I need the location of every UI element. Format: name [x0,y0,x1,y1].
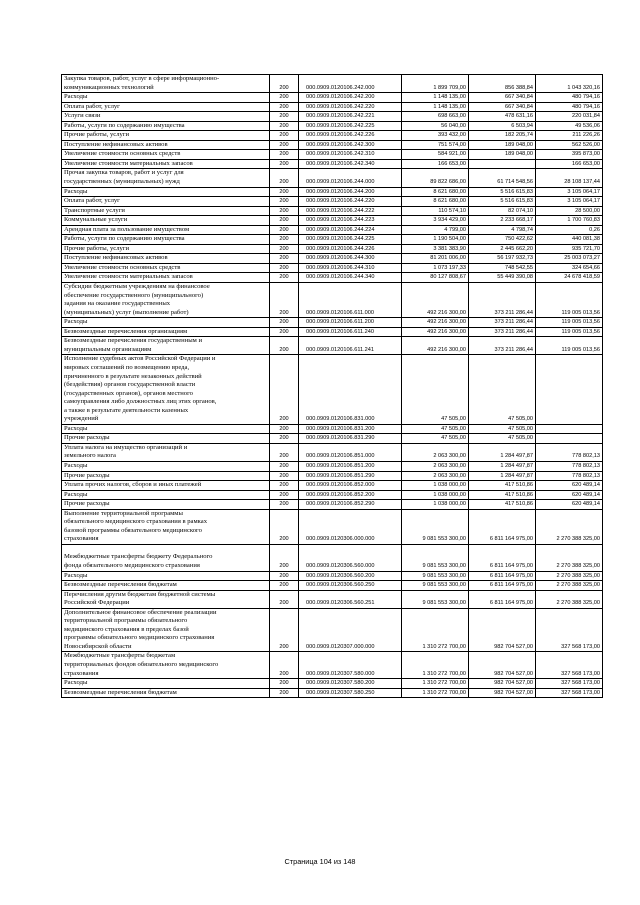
cell-budget-code: 000.0909.0120106.242.340 [299,159,402,169]
cell-executed: 5 516 615,83 [469,187,536,197]
cell-budget-code: 000.0909.0120106.244.222 [299,206,402,216]
cell-name: Закупка товаров, работ, услуг в сфере информационно- коммуникационных технологий [62,75,270,93]
cell-unexecuted: 220 031,84 [536,112,603,122]
cell-budget-code: 000.0909.0120106.244.200 [299,187,402,197]
cell-unexecuted: 2 270 388 325,00 [536,581,603,591]
cell-unexecuted: 2 270 388 325,00 [536,509,603,544]
cell-name: Выполнение территориальной программы обязательного медицинского страхования в рамках базовой программы обязательного медицинского страхования [62,509,270,544]
cell-name: Прочие работы, услуги [62,244,270,254]
cell-line-code: 200 [270,273,299,283]
cell-name: Расходы [62,424,270,434]
cell-unexecuted: 778 802,13 [536,471,603,481]
cell-budget-code: 000.0909.0120106.244.310 [299,263,402,273]
cell-name: Безвозмездные перечисления организациям [62,327,270,337]
cell-approved: 1 073 197,33 [402,263,469,273]
cell-approved: 1 899 709,00 [402,75,469,93]
table-row [62,206,603,216]
cell-budget-code: 000.0909.0120307.580.000 [299,652,402,679]
cell-approved: 1 038 000,00 [402,500,469,510]
cell-budget-code: 000.0909.0120106.242.000 [299,75,402,93]
table-row [62,443,603,461]
cell-name: Поступление нефинансовых активов [62,254,270,264]
cell-approved: 1 310 272 700,00 [402,652,469,679]
cell-approved: 47 505,00 [402,355,469,424]
cell-approved: 110 574,10 [402,206,469,216]
cell-approved: 1 148 135,00 [402,93,469,103]
cell-approved: 393 432,00 [402,131,469,141]
cell-executed: 478 631,16 [469,112,536,122]
cell-unexecuted: 166 653,00 [536,159,603,169]
cell-name: Прочие расходы [62,434,270,444]
cell-approved: 8 621 680,00 [402,187,469,197]
table-row [62,283,603,318]
cell-budget-code: 000.0909.0120106.831.200 [299,424,402,434]
cell-approved: 166 653,00 [402,159,469,169]
cell-unexecuted: 2 270 388 325,00 [536,571,603,581]
cell-name: Расходы [62,571,270,581]
cell-approved: 3 381 383,90 [402,244,469,254]
cell-name: Расходы [62,187,270,197]
cell-executed: 1 284 497,87 [469,471,536,481]
cell-approved: 492 216 300,00 [402,283,469,318]
cell-line-code: 200 [270,355,299,424]
cell-name: Прочая закупка товаров, работ и услуг для государственных (муниципальных) нужд [62,169,270,187]
table-row [62,244,603,254]
cell-unexecuted [536,434,603,444]
cell-name: Коммунальные услуги [62,216,270,226]
cell-budget-code: 000.0909.0120106.851.290 [299,471,402,481]
table-row [62,159,603,169]
cell-name: Прочие расходы [62,471,270,481]
cell-unexecuted: 480 794,16 [536,102,603,112]
cell-executed: 82 074,10 [469,206,536,216]
cell-unexecuted: 562 526,00 [536,140,603,150]
cell-approved: 1 190 504,00 [402,235,469,245]
cell-name: Оплата работ, услуг [62,197,270,207]
table-row [62,434,603,444]
table-row [62,652,603,679]
cell-approved: 9 081 553 300,00 [402,581,469,591]
cell-budget-code: 000.0909.0120106.242.226 [299,131,402,141]
cell-unexecuted: 3 105 064,17 [536,187,603,197]
cell-name: Исполнение судебных актов Российской Федерации и мировых соглашений по возмещению вреда, причиненного в результате незаконных действий (бездействия) органов государственной власти (государственных органов), органов местного самоуправления либо должностных лиц этих органов, а также в результате деятельности казенных учреждений [62,355,270,424]
cell-approved: 9 081 553 300,00 [402,509,469,544]
cell-name: Услуги связи [62,112,270,122]
cell-unexecuted: 620 489,14 [536,500,603,510]
cell-budget-code: 000.0909.0120306.560.000 [299,544,402,571]
cell-executed: 982 704 527,00 [469,679,536,689]
cell-name: Поступление нефинансовых активов [62,140,270,150]
cell-approved: 584 921,00 [402,150,469,160]
cell-unexecuted: 211 226,26 [536,131,603,141]
table-row [62,590,603,608]
cell-executed: 417 510,86 [469,500,536,510]
table-row [62,75,603,93]
cell-unexecuted: 0,26 [536,225,603,235]
cell-line-code: 200 [270,75,299,93]
cell-line-code: 200 [270,471,299,481]
table-row [62,490,603,500]
cell-executed: 182 205,74 [469,131,536,141]
cell-executed: 47 505,00 [469,434,536,444]
table-row [62,318,603,328]
cell-line-code: 200 [270,169,299,187]
cell-line-code: 200 [270,608,299,652]
cell-unexecuted: 327 568 173,00 [536,608,603,652]
table-row [62,131,603,141]
cell-line-code: 200 [270,206,299,216]
cell-approved: 9 081 553 300,00 [402,544,469,571]
cell-line-code: 200 [270,283,299,318]
cell-approved: 81 201 006,00 [402,254,469,264]
cell-approved: 1 310 272 700,00 [402,688,469,698]
cell-name: Межбюджетные трансферты бюджетам территориальных фондов обязательного медицинского страхования [62,652,270,679]
cell-line-code: 200 [270,159,299,169]
cell-line-code: 200 [270,443,299,461]
cell-name: Уплата налога на имущество организаций и земельного налога [62,443,270,461]
cell-budget-code: 000.0909.0120106.242.220 [299,102,402,112]
cell-budget-code: 000.0909.0120106.242.225 [299,121,402,131]
table-row [62,169,603,187]
table-row [62,187,603,197]
table-row [62,679,603,689]
cell-line-code: 200 [270,216,299,226]
cell-executed: 56 197 932,73 [469,254,536,264]
cell-line-code: 200 [270,140,299,150]
cell-name: Безвозмездные перечисления бюджетам [62,688,270,698]
cell-name: Дополнительное финансовое обеспечение реализации территориальной программы обязательного медицинского страхования в пределах базой программы обязательного медицинского страхования Новосибирской области [62,608,270,652]
table-row [62,571,603,581]
table-row [62,544,603,571]
cell-budget-code: 000.0909.0120306.000.000 [299,509,402,544]
cell-executed: 2 233 668,17 [469,216,536,226]
cell-line-code: 200 [270,424,299,434]
cell-executed: 373 211 286,44 [469,318,536,328]
table-row [62,481,603,491]
cell-executed: 417 510,86 [469,481,536,491]
cell-line-code: 200 [270,652,299,679]
table-row [62,424,603,434]
cell-budget-code: 000.0909.0120106.244.223 [299,216,402,226]
cell-line-code: 200 [270,590,299,608]
cell-line-code: 200 [270,481,299,491]
table-row [62,581,603,591]
cell-approved: 8 621 680,00 [402,197,469,207]
cell-executed: 6 811 164 975,00 [469,581,536,591]
cell-approved: 89 822 686,00 [402,169,469,187]
table-row [62,150,603,160]
cell-unexecuted: 2 270 388 325,00 [536,590,603,608]
cell-unexecuted: 119 005 013,56 [536,318,603,328]
cell-unexecuted: 49 536,06 [536,121,603,131]
cell-budget-code: 000.0909.0120106.852.290 [299,500,402,510]
cell-line-code: 200 [270,102,299,112]
cell-name: Расходы [62,490,270,500]
cell-name: Расходы [62,461,270,471]
cell-executed: 373 211 286,44 [469,337,536,355]
cell-budget-code: 000.0909.0120106.611.200 [299,318,402,328]
cell-line-code: 200 [270,688,299,698]
cell-executed: 417 510,86 [469,490,536,500]
cell-name: Уплата прочих налогов, сборов и иных платежей [62,481,270,491]
cell-unexecuted: 2 270 388 325,00 [536,544,603,571]
cell-approved: 1 038 000,00 [402,490,469,500]
cell-unexecuted: 25 003 073,27 [536,254,603,264]
cell-approved: 2 063 300,00 [402,443,469,461]
cell-name: Работы, услуги по содержанию имущества [62,121,270,131]
cell-budget-code: 000.0909.0120106.244.224 [299,225,402,235]
cell-approved: 9 081 553 300,00 [402,571,469,581]
cell-line-code: 200 [270,235,299,245]
cell-budget-code: 000.0909.0120106.852.000 [299,481,402,491]
cell-budget-code: 000.0909.0120106.242.221 [299,112,402,122]
cell-name: Арендная плата за пользование имуществом [62,225,270,235]
cell-budget-code: 000.0909.0120106.852.200 [299,490,402,500]
cell-executed: 2 445 662,20 [469,244,536,254]
cell-unexecuted [536,355,603,424]
cell-executed: 373 211 286,44 [469,283,536,318]
cell-unexecuted: 327 568 173,00 [536,679,603,689]
cell-unexecuted: 327 568 173,00 [536,652,603,679]
table-row [62,121,603,131]
cell-line-code: 200 [270,197,299,207]
cell-executed: 47 505,00 [469,424,536,434]
cell-executed: 5 516 615,83 [469,197,536,207]
cell-budget-code: 000.0909.0120106.244.340 [299,273,402,283]
cell-executed: 4 798,74 [469,225,536,235]
cell-budget-code: 000.0909.0120106.242.200 [299,93,402,103]
cell-unexecuted: 1 043 320,16 [536,75,603,93]
cell-executed: 982 704 527,00 [469,652,536,679]
cell-unexecuted: 480 794,16 [536,93,603,103]
cell-unexecuted: 778 802,13 [536,461,603,471]
cell-approved: 2 063 300,00 [402,461,469,471]
cell-unexecuted: 935 721,70 [536,244,603,254]
cell-unexecuted: 620 489,14 [536,481,603,491]
table-row [62,235,603,245]
table-row [62,327,603,337]
cell-unexecuted: 24 678 418,59 [536,273,603,283]
cell-approved: 4 799,00 [402,225,469,235]
cell-budget-code: 000.0909.0120307.580.250 [299,688,402,698]
cell-line-code: 200 [270,254,299,264]
cell-executed: 750 422,62 [469,235,536,245]
cell-line-code: 200 [270,187,299,197]
cell-line-code: 200 [270,244,299,254]
cell-name: Расходы [62,679,270,689]
cell-approved: 698 663,00 [402,112,469,122]
cell-line-code: 200 [270,509,299,544]
cell-unexecuted: 1 700 760,83 [536,216,603,226]
cell-budget-code: 000.0909.0120106.242.310 [299,150,402,160]
cell-executed: 6 811 164 975,00 [469,509,536,544]
cell-unexecuted: 327 568 173,00 [536,688,603,698]
budget-execution-table [61,74,603,698]
cell-approved: 492 216 300,00 [402,327,469,337]
cell-line-code: 200 [270,679,299,689]
cell-executed: 667 340,84 [469,93,536,103]
cell-unexecuted: 28 108 137,44 [536,169,603,187]
cell-unexecuted: 395 873,00 [536,150,603,160]
cell-line-code: 200 [270,150,299,160]
table-row [62,112,603,122]
cell-executed: 373 211 286,44 [469,327,536,337]
cell-budget-code: 000.0909.0120106.851.200 [299,461,402,471]
cell-unexecuted: 119 005 013,56 [536,327,603,337]
cell-budget-code: 000.0909.0120106.611.000 [299,283,402,318]
cell-executed: 856 388,84 [469,75,536,93]
cell-budget-code: 000.0909.0120306.560.250 [299,581,402,591]
cell-line-code: 200 [270,461,299,471]
cell-name: Безвозмездные перечисления государственным и муниципальным организациям [62,337,270,355]
cell-approved: 1 038 000,00 [402,481,469,491]
cell-line-code: 200 [270,93,299,103]
table-row [62,93,603,103]
cell-approved: 1 310 272 700,00 [402,608,469,652]
cell-unexecuted: 3 105 064,17 [536,197,603,207]
cell-executed: 667 340,84 [469,102,536,112]
cell-line-code: 200 [270,327,299,337]
cell-executed: 61 714 548,56 [469,169,536,187]
table-row [62,216,603,226]
cell-unexecuted: 28 500,00 [536,206,603,216]
cell-executed: 982 704 527,00 [469,688,536,698]
cell-executed: 6 811 164 975,00 [469,571,536,581]
cell-approved: 2 063 300,00 [402,471,469,481]
cell-unexecuted: 778 802,13 [536,443,603,461]
cell-line-code: 200 [270,121,299,131]
table-row [62,197,603,207]
cell-budget-code: 000.0909.0120306.560.251 [299,590,402,608]
cell-line-code: 200 [270,318,299,328]
cell-approved: 1 310 272 700,00 [402,679,469,689]
table-row [62,608,603,652]
cell-executed: 189 048,00 [469,140,536,150]
table-row [62,225,603,235]
table-row [62,254,603,264]
cell-name: Увеличение стоимости основных средств [62,150,270,160]
cell-executed: 6 503,94 [469,121,536,131]
cell-line-code: 200 [270,337,299,355]
cell-name: Субсидии бюджетным учреждениям на финансовое обеспечение государственного (муниципального) задания на оказание государственных (муниципальных) услуг (выполнение работ) [62,283,270,318]
table-row [62,273,603,283]
cell-line-code: 200 [270,434,299,444]
cell-name: Увеличение стоимости материальных запасов [62,159,270,169]
cell-executed: 748 542,55 [469,263,536,273]
cell-approved: 492 216 300,00 [402,318,469,328]
cell-unexecuted: 440 081,38 [536,235,603,245]
cell-name: Оплата работ, услуг [62,102,270,112]
cell-executed: 1 284 497,87 [469,443,536,461]
cell-budget-code: 000.0909.0120306.560.200 [299,571,402,581]
table-row [62,509,603,544]
cell-line-code: 200 [270,581,299,591]
cell-name: Расходы [62,318,270,328]
cell-budget-code: 000.0909.0120106.242.300 [299,140,402,150]
cell-approved: 47 505,00 [402,434,469,444]
cell-budget-code: 000.0909.0120106.831.000 [299,355,402,424]
cell-executed [469,159,536,169]
cell-budget-code: 000.0909.0120106.244.220 [299,197,402,207]
cell-executed: 55 449 390,08 [469,273,536,283]
table-row [62,263,603,273]
cell-budget-code: 000.0909.0120106.244.225 [299,235,402,245]
cell-line-code: 200 [270,500,299,510]
cell-budget-code: 000.0909.0120307.580.200 [299,679,402,689]
table-row [62,355,603,424]
cell-executed: 6 811 164 975,00 [469,590,536,608]
cell-name: Расходы [62,93,270,103]
cell-line-code: 200 [270,571,299,581]
cell-approved: 1 148 135,00 [402,102,469,112]
table-row [62,337,603,355]
cell-name: Безвозмездные перечисления бюджетам [62,581,270,591]
table-row [62,102,603,112]
cell-executed: 1 284 497,87 [469,461,536,471]
cell-line-code: 200 [270,112,299,122]
cell-approved: 751 574,00 [402,140,469,150]
table-row [62,500,603,510]
cell-executed: 189 048,00 [469,150,536,160]
cell-name: Межбюджетные трансферты бюджету Федерального фонда обязательного медицинского страхования [62,544,270,571]
cell-approved: 47 505,00 [402,424,469,434]
cell-name: Увеличение стоимости материальных запасов [62,273,270,283]
cell-approved: 492 216 300,00 [402,337,469,355]
table-row [62,471,603,481]
cell-name: Прочие расходы [62,500,270,510]
cell-budget-code: 000.0909.0120106.851.000 [299,443,402,461]
cell-line-code: 200 [270,225,299,235]
cell-budget-code: 000.0909.0120106.611.241 [299,337,402,355]
cell-unexecuted: 324 654,66 [536,263,603,273]
cell-line-code: 200 [270,131,299,141]
cell-budget-code: 000.0909.0120106.244.300 [299,254,402,264]
cell-approved: 3 934 429,00 [402,216,469,226]
cell-name: Перечисления другим бюджетам бюджетной системы Российской Федерации [62,590,270,608]
cell-unexecuted [536,424,603,434]
cell-approved: 56 040,00 [402,121,469,131]
cell-budget-code: 000.0909.0120106.244.226 [299,244,402,254]
cell-name: Увеличение стоимости основных средств [62,263,270,273]
cell-line-code: 200 [270,490,299,500]
cell-name: Транспортные услуги [62,206,270,216]
page-number: Страница 104 из 148 [284,857,356,866]
cell-approved: 9 081 553 300,00 [402,590,469,608]
cell-executed: 982 704 527,00 [469,608,536,652]
table-body [62,75,603,698]
cell-line-code: 200 [270,544,299,571]
cell-unexecuted: 119 005 013,56 [536,283,603,318]
cell-unexecuted: 119 005 013,56 [536,337,603,355]
cell-approved: 80 127 808,67 [402,273,469,283]
cell-name: Работы, услуги по содержанию имущества [62,235,270,245]
cell-executed: 47 505,00 [469,355,536,424]
cell-budget-code: 000.0909.0120106.611.240 [299,327,402,337]
cell-line-code: 200 [270,263,299,273]
cell-unexecuted: 620 489,14 [536,490,603,500]
cell-budget-code: 000.0909.0120106.244.000 [299,169,402,187]
cell-name: Прочие работы, услуги [62,131,270,141]
cell-budget-code: 000.0909.0120106.831.290 [299,434,402,444]
table-row [62,688,603,698]
cell-executed: 6 811 164 975,00 [469,544,536,571]
cell-budget-code: 000.0909.0120307.000.000 [299,608,402,652]
table-row [62,140,603,150]
table-row [62,461,603,471]
